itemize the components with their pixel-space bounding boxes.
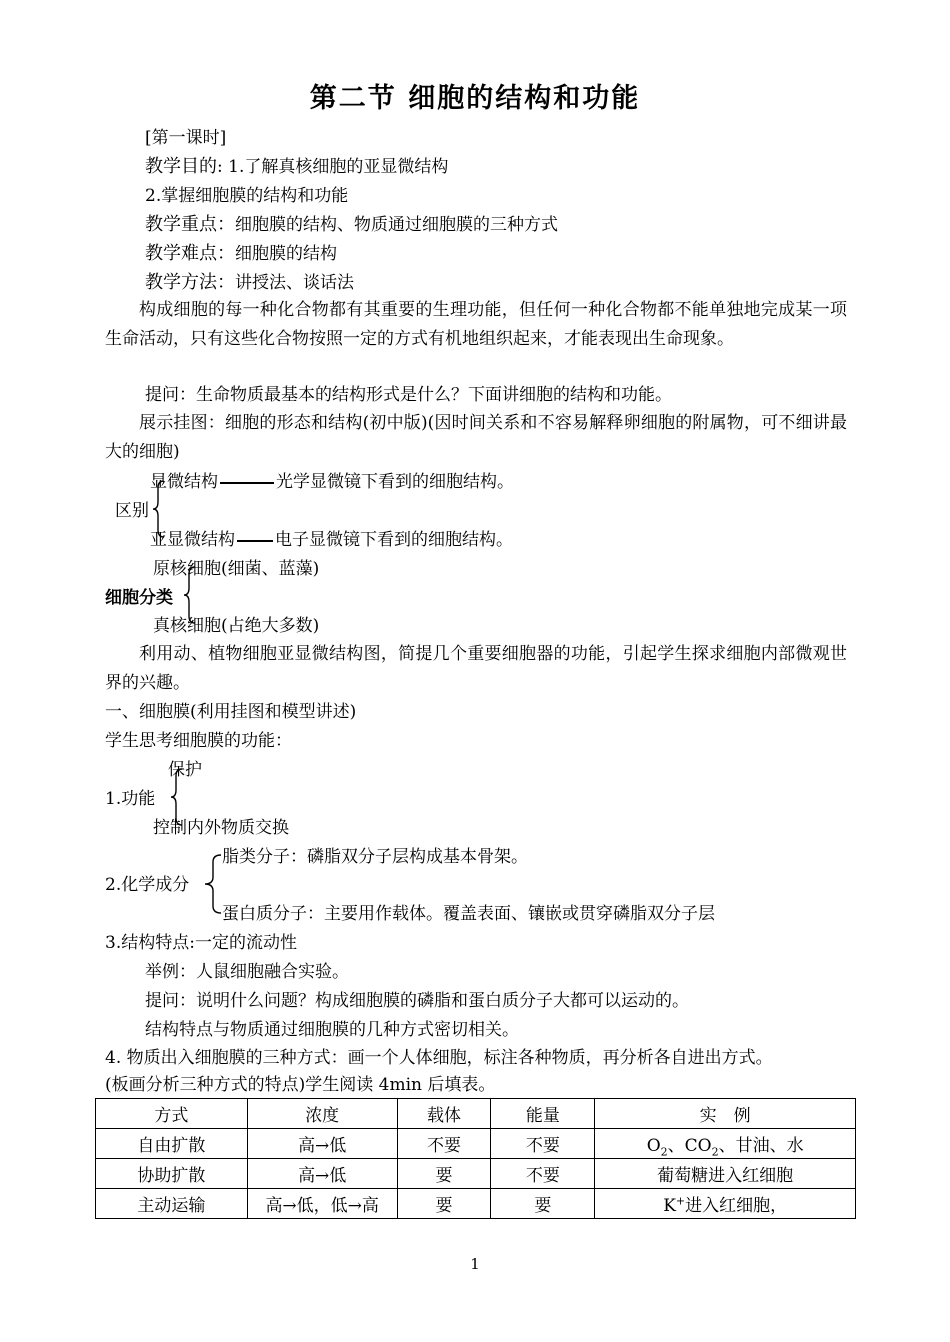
table-header: 浓度	[247, 1099, 397, 1129]
method-line	[145, 269, 354, 297]
difficulty-line	[145, 240, 337, 268]
sub-label: 亚显微结构	[150, 530, 235, 550]
chem-item-1: 脂类分子：磷脂双分子层构成基本骨架。	[222, 847, 528, 867]
key-line	[145, 211, 558, 239]
table-cell: 要	[397, 1159, 491, 1189]
classify-label: 细胞分类	[105, 588, 173, 608]
function-label: 1.功能	[105, 789, 156, 809]
text-k: K	[663, 1196, 676, 1216]
use-paragraph: 利用动、植物细胞亚显微结构图，简提几个重要细胞器的功能，引起学生探求细胞内部微观世界的兴趣。	[105, 644, 847, 693]
micro-desc: 光学显微镜下看到的细胞结构。	[276, 472, 514, 492]
table-cell: 高→低	[247, 1129, 397, 1159]
text-co: 、CO	[667, 1136, 712, 1156]
table-header-row	[96, 1099, 856, 1129]
think-line: 学生思考细胞膜的功能：	[105, 731, 292, 751]
table-cell: 要	[397, 1189, 491, 1219]
page-number: 1	[470, 1255, 480, 1273]
table-cell: 高→低	[247, 1159, 397, 1189]
dash-line	[220, 482, 274, 484]
objective-label: 教学目的	[145, 156, 217, 177]
prokaryote-line: 原核细胞(细菌、蓝藻)	[153, 559, 320, 579]
table-cell-example	[595, 1129, 856, 1159]
key-text: 细胞膜的结构、物质通过细胞膜的三种方式	[235, 215, 558, 235]
transport-table	[95, 1098, 856, 1219]
table-cell: 高→低，低→高	[247, 1189, 397, 1219]
subscript: 2	[660, 1145, 668, 1159]
text-o: O	[646, 1136, 661, 1156]
table-cell-example	[595, 1189, 856, 1219]
dash-line	[237, 540, 273, 542]
micro-label: 显微结构	[150, 472, 218, 492]
chem-label: 2.化学成分	[105, 875, 190, 895]
page-title: 第二节 细胞的结构和功能	[309, 83, 641, 114]
difficulty-text: 细胞膜的结构	[235, 244, 337, 264]
sub-structure-line	[150, 526, 513, 554]
method-text: 讲授法、谈话法	[235, 273, 354, 293]
table-header: 载体	[397, 1099, 491, 1129]
structure-feature: 3.结构特点:一定的流动性	[105, 933, 297, 953]
table-row	[96, 1129, 856, 1159]
superscript: +	[675, 1194, 686, 1208]
sub-desc: 电子显微镜下看到的细胞结构。	[275, 530, 513, 550]
table-cell: 协助扩散	[96, 1159, 248, 1189]
table-cell: 要	[491, 1189, 595, 1219]
method-label: 教学方法：	[145, 272, 235, 293]
table-header: 方式	[96, 1099, 248, 1129]
diff-label: 区别	[115, 501, 149, 521]
table-header: 实 例	[595, 1099, 856, 1129]
table-header: 能量	[491, 1099, 595, 1129]
eukaryote-line: 真核细胞(占绝大多数)	[153, 616, 320, 636]
section-1-heading: 一、细胞膜(利用挂图和模型讲述)	[105, 702, 357, 722]
table-cell: 葡萄糖进入红细胞	[595, 1159, 856, 1189]
objective-line	[145, 153, 448, 181]
table-cell: 不要	[397, 1129, 491, 1159]
brace-icon	[204, 854, 222, 914]
item-4-line: 4. 物质出入细胞膜的三种方式：画一个人体细胞，标注各种物质，再分析各自进出方式。	[105, 1048, 773, 1068]
lesson-label: [第一课时]	[145, 128, 227, 148]
difficulty-label: 教学难点：	[145, 243, 235, 264]
table-cell: 自由扩散	[96, 1129, 248, 1159]
question-1: 提问：生命物质最基本的结构形式是什么？下面讲细胞的结构和功能。	[145, 385, 672, 405]
example-line: 举例：人鼠细胞融合实验。	[145, 962, 349, 982]
intro-paragraph: 构成细胞的每一种化合物都有其重要的生理功能，但任何一种化合物都不能单独地完成某一项生命活动，只有这些化合物按照一定的方式有机地组织起来，才能表现出生命现象。	[105, 300, 847, 349]
chem-item-2: 蛋白质分子：主要用作载体。覆盖表面、镶嵌或贯穿磷脂双分子层	[222, 904, 715, 924]
table-row	[96, 1189, 856, 1219]
table-cell: 主动运输	[96, 1189, 248, 1219]
chart-paragraph: 展示挂图：细胞的形态和结构(初中版)(因时间关系和不容易解释卵细胞的附属物，可不细讲最大的细胞)	[105, 413, 847, 462]
key-label: 教学重点：	[145, 214, 235, 235]
table-cell: 不要	[491, 1159, 595, 1189]
objective-2: 2.掌握细胞膜的结构和功能	[145, 186, 349, 206]
table-row	[96, 1159, 856, 1189]
function-item-2: 控制内外物质交换	[153, 818, 289, 838]
item-4b-line: (板画分析三种方式的特点)学生阅读 4min 后填表。	[105, 1075, 496, 1095]
text-rest: 进入红细胞，	[685, 1196, 788, 1216]
relation-line: 结构特点与物质通过细胞膜的几种方式密切相关。	[145, 1020, 519, 1040]
subscript: 2	[711, 1145, 719, 1159]
function-item-1: 保护	[168, 760, 202, 780]
text-rest: 、甘油、水	[718, 1136, 804, 1156]
table-cell: 不要	[491, 1129, 595, 1159]
objective-1: : 1.了解真核细胞的亚显微结构	[217, 157, 449, 177]
question-2: 提问：说明什么问题？构成细胞膜的磷脂和蛋白质分子大都可以运动的。	[145, 991, 689, 1011]
micro-structure-line	[150, 468, 514, 496]
